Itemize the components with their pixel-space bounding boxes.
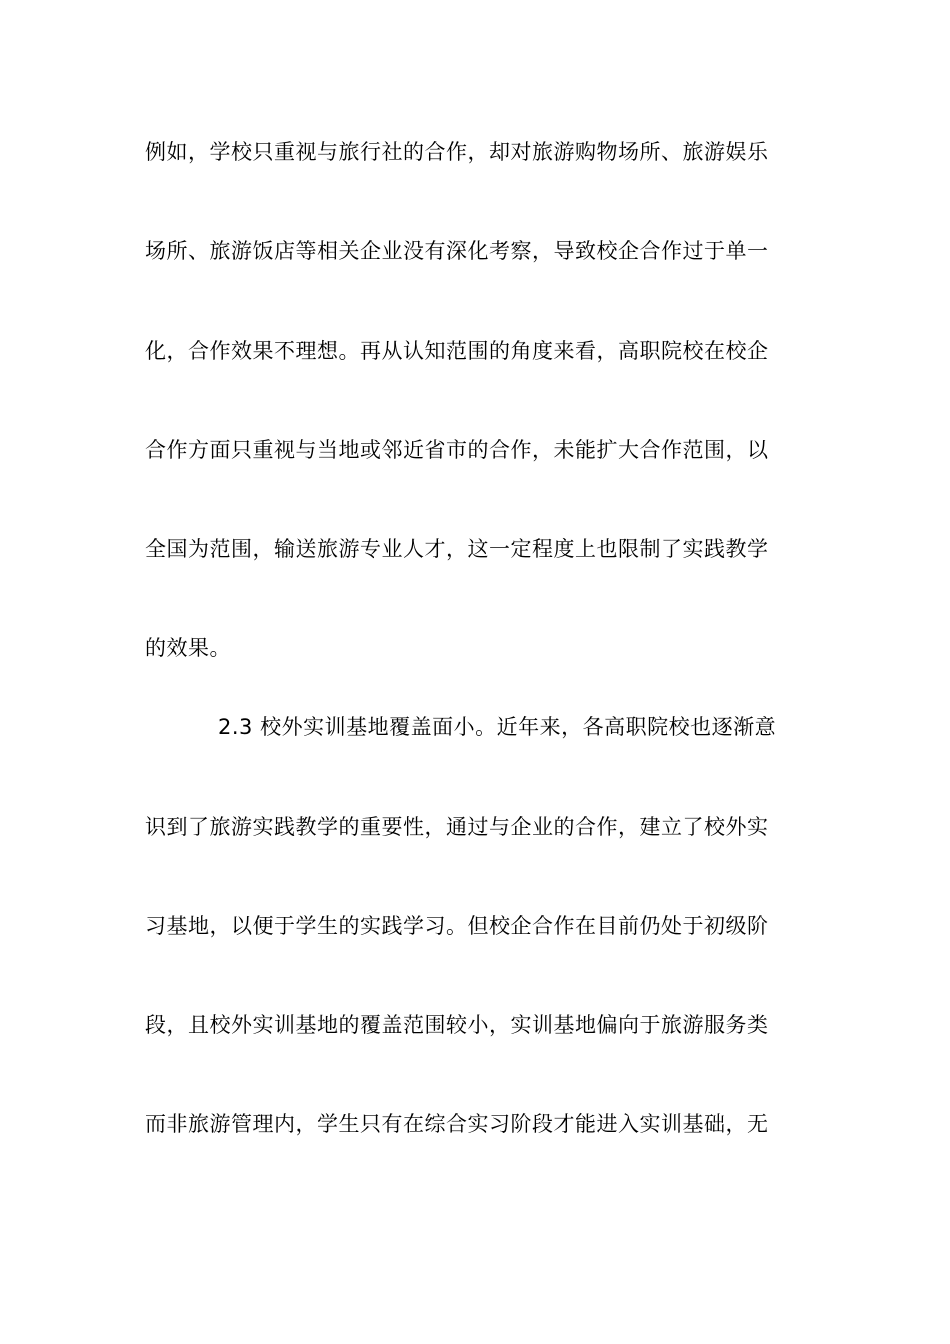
text-line-10: 段，且校外实训基地的覆盖范围较小，实训基地偏向于旅游服务类: [145, 1013, 769, 1037]
text-line-9: 习基地，以便于学生的实践学习。但校企合作在目前仍处于初级阶: [145, 914, 769, 938]
text-line-11: 而非旅游管理内，学生只有在综合实习阶段才能进入实训基础，无: [145, 1112, 769, 1136]
text-line-3: 化，合作效果不理想。再从认知范围的角度来看，高职院校在校企: [145, 339, 769, 363]
text-line-8: 识到了旅游实践教学的重要性，通过与企业的合作，建立了校外实: [145, 815, 769, 839]
section-heading-line: 2.3 校外实训基地覆盖面小。近年来，各高职院校也逐渐意: [218, 715, 777, 739]
text-line-2: 场所、旅游饭店等相关企业没有深化考察，导致校企合作过于单一: [145, 239, 769, 263]
text-line-6: 的效果。: [145, 636, 231, 660]
text-line-1: 例如，学校只重视与旅行社的合作，却对旅游购物场所、旅游娱乐: [145, 140, 769, 164]
text-line-4: 合作方面只重视与当地或邻近省市的合作，未能扩大合作范围，以: [145, 438, 769, 462]
text-line-5: 全国为范围，输送旅游专业人才，这一定程度上也限制了实践教学: [145, 537, 769, 561]
